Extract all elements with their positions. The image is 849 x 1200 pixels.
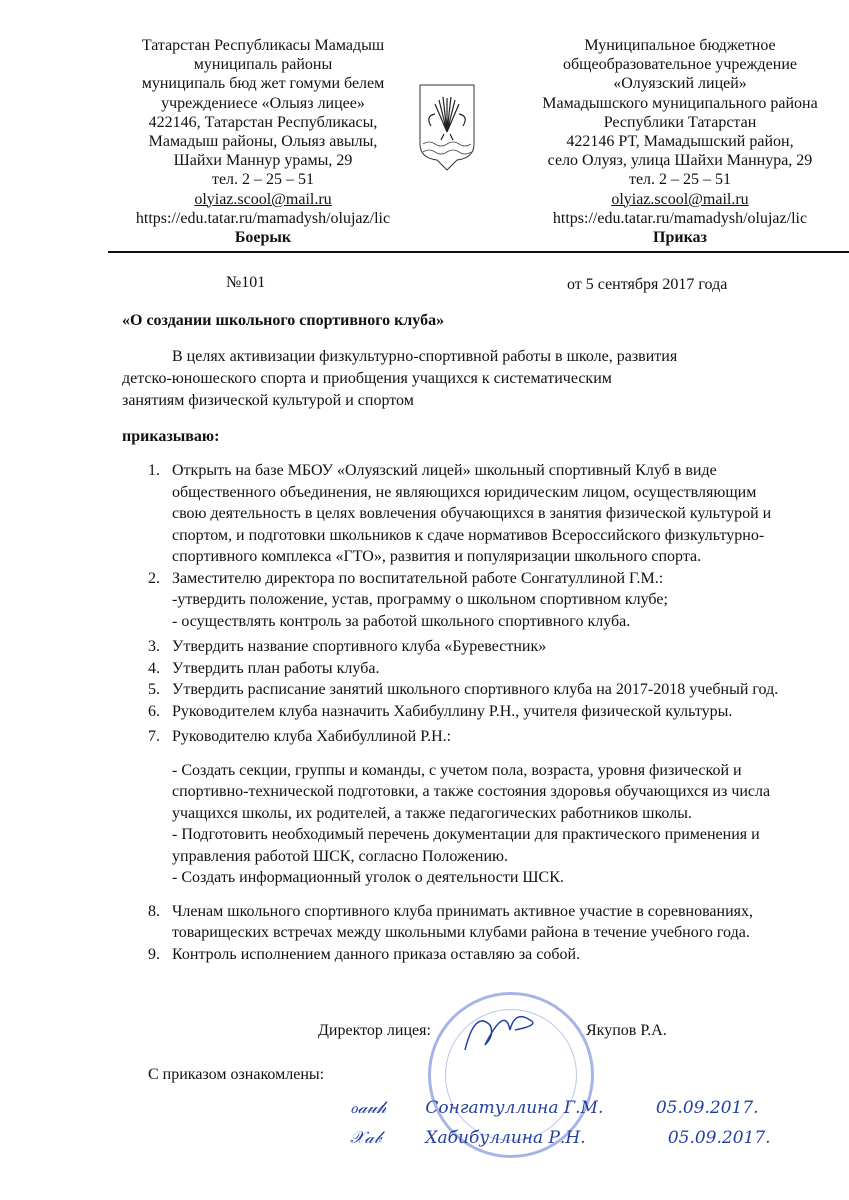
header-line: учреждениесе «Олыяз лицее» bbox=[161, 94, 365, 112]
header-right-russian bbox=[525, 36, 835, 247]
order-date: от 5 сентября 2017 года bbox=[567, 276, 728, 293]
item-line: товарищеских встречах между школьными клубами района в течение учебного года. bbox=[172, 924, 750, 941]
header-phone: тел. 2 – 25 – 51 bbox=[211, 171, 315, 189]
item-line: Руководителем клуба назначить Хабибуллину Р.Н., учителя физической культуры. bbox=[172, 702, 733, 720]
header-line: село Олуяз, улица Шайхи Маннура, 29 bbox=[547, 152, 813, 170]
item-line: Руководителю клуба Хабибуллиной Р.Н.: bbox=[172, 728, 452, 745]
item-line: спортивного комплекса «ГТО», развития и популяризации школьного спорта. bbox=[172, 548, 702, 565]
item-line: - Подготовить необходимый перечень документации для практического применения и bbox=[172, 826, 760, 843]
item-number: 8. bbox=[148, 902, 160, 920]
header-line: Мамадыш районы, Олыяз авылы, bbox=[148, 133, 378, 151]
item-number: 2. bbox=[148, 569, 160, 587]
intro-line: детско-юношеского спорта и приобщения учащихся к систематическим bbox=[122, 370, 612, 387]
director-name: Якупов Р.А. bbox=[586, 1022, 667, 1039]
order-item bbox=[148, 568, 778, 633]
header-line: Муниципальное бюджетное bbox=[584, 37, 776, 54]
order-number: №101 bbox=[226, 274, 266, 291]
intro-line: занятиям физической культурой и спортом bbox=[122, 392, 414, 409]
header-line: 422146 РТ, Мамадышский район, bbox=[566, 133, 794, 151]
item-line: Контроль исполнением данного приказа оставляю за собой. bbox=[172, 945, 581, 963]
order-item bbox=[148, 679, 778, 701]
intro-line: В целях активизации физкультурно-спортивной работы в школе, развития bbox=[172, 348, 678, 365]
header-left-tatar bbox=[113, 36, 413, 247]
header-line: муниципаль бюд жет гомуми белем bbox=[141, 75, 385, 93]
doc-type-tatar: Боерык bbox=[234, 229, 292, 247]
item-line: спортом, и подготовки школьников к сдаче нормативов Всероссийского физкультурно- bbox=[172, 526, 765, 544]
signature-row bbox=[350, 1128, 771, 1148]
item-line: - Создать секции, группы и команды, с учетом пола, возраста, уровня физической и bbox=[172, 761, 742, 779]
signature-name: Сонгатуллина Г.М. bbox=[425, 1098, 604, 1118]
order-item bbox=[148, 636, 778, 658]
signature-mark: ℴ𝒶𝓊𝒽 bbox=[350, 1098, 387, 1118]
item-line: - осуществлять контроль за работой школьного спортивного клуба. bbox=[172, 612, 631, 630]
order-item bbox=[148, 901, 778, 944]
order-item bbox=[148, 726, 778, 748]
item-line: учащихся школы, их родителей, а также педагогических работников школы. bbox=[172, 804, 692, 822]
header-email-link[interactable]: olyiaz.scool@mail.ru bbox=[194, 190, 332, 208]
header-line: 422146, Татарстан Республикасы, bbox=[148, 113, 378, 131]
header-url-link[interactable]: https://edu.tatar.ru/mamadysh/olujaz/lic bbox=[135, 209, 391, 227]
item-number: 4. bbox=[148, 659, 160, 677]
signature-row bbox=[350, 1098, 759, 1118]
item-line: спортивно-технической подготовки, а также состояния здоровья обучающихся из числа bbox=[172, 783, 771, 800]
header-line: муниципаль районы bbox=[193, 56, 333, 74]
header-line: Шайхи Маннур урамы, 29 bbox=[173, 152, 353, 170]
header-line: Мамадышского муниципального района bbox=[542, 94, 818, 112]
item-number: 7. bbox=[148, 728, 160, 745]
coat-of-arms-icon bbox=[417, 82, 477, 172]
item-line: свою деятельность в целях вовлечения обучающихся в занятия физической культурой и bbox=[172, 505, 772, 522]
order-item bbox=[148, 701, 778, 723]
header-email-link[interactable]: olyiaz.scool@mail.ru bbox=[611, 190, 749, 208]
header-line: Республики Татарстан bbox=[603, 113, 757, 131]
item-line: управления работой ШСК, согласно Положению. bbox=[172, 847, 508, 865]
header-line: Татарстан Республикасы Мамадыш bbox=[141, 37, 385, 54]
order-title: «О создании школьного спортивного клуба» bbox=[122, 312, 445, 329]
header-url-link[interactable]: https://edu.tatar.ru/mamadysh/olujaz/lic bbox=[552, 209, 808, 227]
header-line: общеобразовательное учреждение bbox=[563, 56, 797, 74]
item-line: -утвердить положение, устав, программу о школьном спортивном клубе; bbox=[172, 591, 668, 608]
header-line: «Олуязский лицей» bbox=[613, 75, 747, 93]
signature-date: 05.09.2017. bbox=[655, 1098, 759, 1118]
signature-date: 05.09.2017. bbox=[667, 1128, 771, 1148]
item-number: 5. bbox=[148, 681, 160, 698]
item-number: 1. bbox=[148, 462, 160, 479]
order-word: приказываю: bbox=[122, 428, 220, 445]
item-line: Открыть на базе МБОУ «Олуязский лицей» школьный спортивный Клуб в виде bbox=[172, 462, 717, 479]
director-label: Директор лицея: bbox=[318, 1022, 431, 1039]
item-number: 9. bbox=[148, 945, 160, 963]
item-line: Утвердить расписание занятий школьного спортивного клуба на 2017-2018 учебный год. bbox=[172, 681, 779, 698]
order-item bbox=[148, 658, 778, 680]
signature-mark: 𝒳𝒶𝒷 bbox=[350, 1128, 382, 1148]
order-items-list bbox=[148, 460, 778, 965]
item-line: - Создать информационный уголок о деятельности ШСК. bbox=[172, 869, 564, 886]
item-number: 3. bbox=[148, 638, 160, 655]
signature-name: Хабибуллина Р.Н. bbox=[425, 1128, 586, 1148]
acquainted-label: С приказом ознакомлены: bbox=[148, 1066, 325, 1083]
order-item bbox=[148, 944, 778, 966]
order-item bbox=[148, 460, 778, 568]
intro-paragraph bbox=[122, 346, 677, 412]
doc-type-russian: Приказ bbox=[653, 229, 707, 247]
header-phone: тел. 2 – 25 – 51 bbox=[628, 171, 732, 189]
item-line: Членам школьного спортивного клуба принимать активное участие в соревнованиях, bbox=[172, 902, 754, 920]
director-signature bbox=[455, 1000, 545, 1060]
item-number: 6. bbox=[148, 702, 160, 720]
item-line: Утвердить план работы клуба. bbox=[172, 659, 380, 677]
item-line: общественного объединения, не являющихся юридическим лицом, осуществляющим bbox=[172, 483, 757, 501]
order-item bbox=[148, 760, 778, 889]
item-line: Утвердить название спортивного клуба «Буревестник» bbox=[172, 638, 547, 655]
item-line: Заместителю директора по воспитательной работе Сонгатуллиной Г.М.: bbox=[172, 569, 664, 587]
header-divider bbox=[108, 251, 849, 253]
